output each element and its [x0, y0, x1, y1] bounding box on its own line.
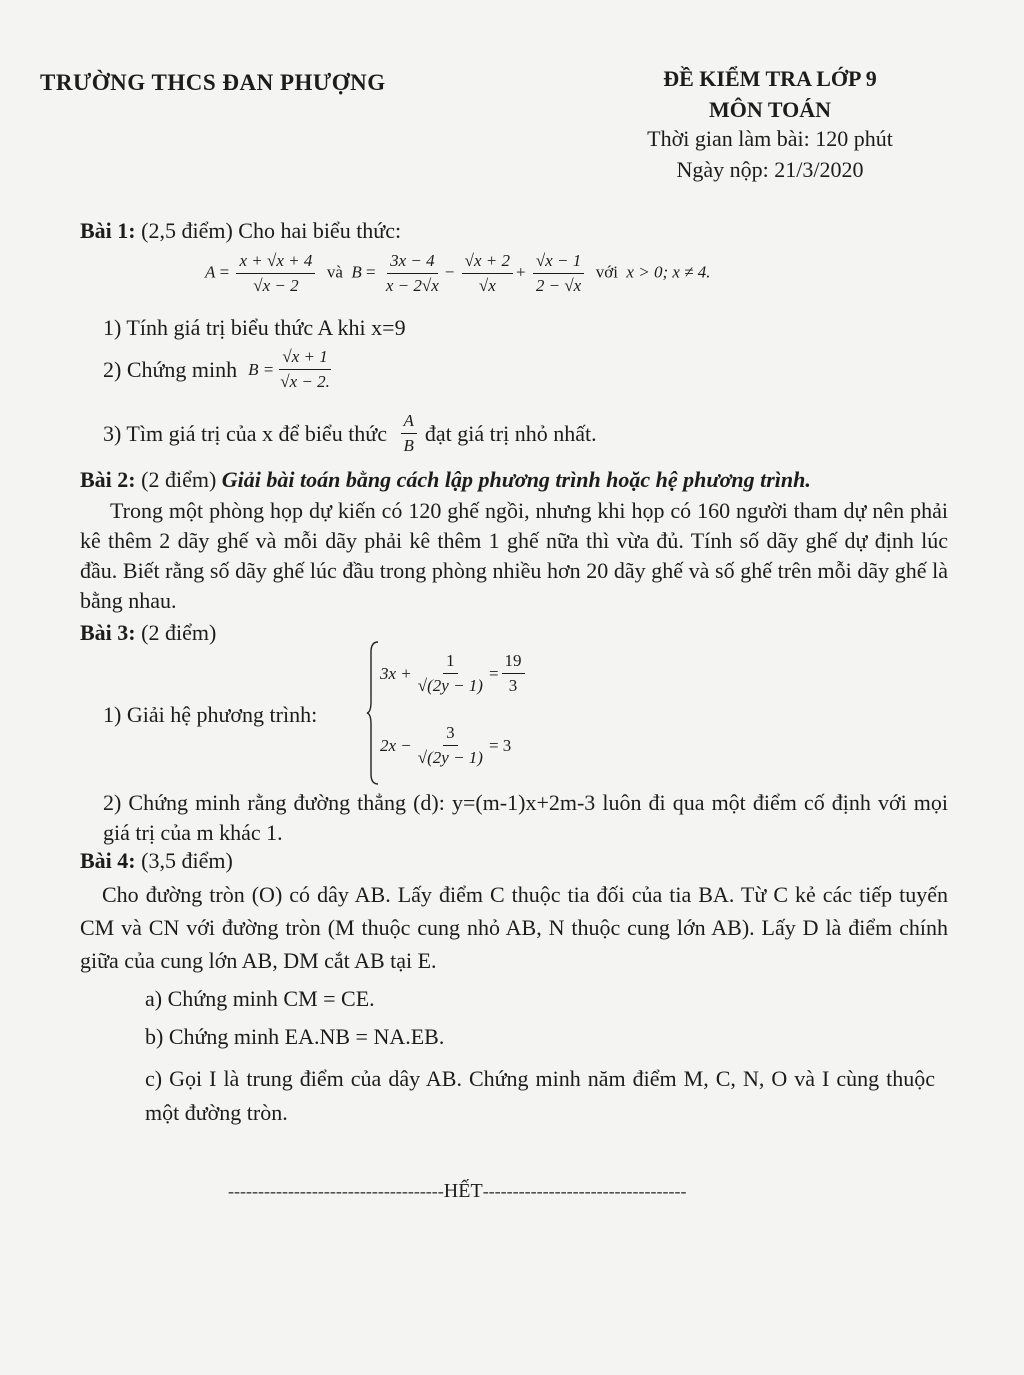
- bai4-label: Bài 4:: [80, 848, 136, 873]
- eq1-pre: 3x +: [380, 663, 412, 683]
- eq1-rhs-denominator: 3: [508, 676, 518, 695]
- term2-denominator: √x: [478, 276, 496, 295]
- school-name: TRƯỜNG THCS ĐAN PHƯỢNG: [40, 70, 386, 95]
- bai4-points: (3,5 điểm): [135, 848, 233, 873]
- formula-b-term3: [533, 250, 584, 297]
- formula-a-name: A: [205, 262, 216, 282]
- eq1-denominator: √(2y − 1): [417, 676, 483, 695]
- bai1-q2-numerator: √x + 1: [279, 346, 330, 370]
- bai1-formula: A = $\frac{x + √x + 4}{√x - 2}$ và B = $\frac{3x - 4}{x - 2√x}$ − $\frac{√x + 2}{√x}$ + $\frac{√x - 1}{2 - √x}$ với x > 0; x ≠ 4.: [205, 251, 711, 295]
- bai1-q2: [103, 346, 336, 393]
- term3-denominator: 2 − √x: [535, 276, 582, 295]
- eq1-numerator: 1: [443, 650, 458, 674]
- bai2-label: Bài 2:: [80, 467, 136, 492]
- eq2-fraction: [415, 722, 486, 769]
- submission-date: Ngày nộp: 21/3/2020: [676, 157, 864, 182]
- bai2-heading: [80, 465, 811, 495]
- end-marker: [228, 1176, 687, 1206]
- bai2-title: Giải bài toán bằng cách lập phương trình hoặc hệ phương trình.: [221, 467, 811, 492]
- bai2-body: Trong một phòng họp dự kiến có 120 ghế ngồi, nhưng khi họp có 160 người tham dự nên phải kê thêm 2 dãy ghế và mỗi dãy phải kê thêm 1 ghế nữa thì vừa đủ. Tính số dãy ghế dự định lúc đầu. Biết rằng số dãy ghế lúc đầu trong phòng nhiều hơn 20 dãy ghế và số ghế trên mỗi dãy ghế là bằng nhau.: [80, 498, 948, 613]
- bai1-q3-post: đạt giá trị nhỏ nhất.: [424, 420, 597, 446]
- bai1-heading: [80, 216, 401, 246]
- formula-b-name: B: [351, 262, 362, 282]
- bai1-intro: (2,5 điểm) Cho hai biểu thức:: [135, 218, 402, 243]
- bai1-q3-numerator: A: [401, 410, 417, 434]
- bai4-a: a) Chứng minh CM = CE.: [145, 986, 375, 1011]
- end-right-dashes: ----------------------------------: [482, 1181, 687, 1201]
- eq1-rhs-fraction: [502, 650, 525, 697]
- eq2-numerator: 3: [443, 722, 458, 746]
- bai4-heading: [80, 846, 233, 876]
- term1-numerator: 3x − 4: [387, 250, 438, 274]
- bai3-points: (2 điểm): [135, 620, 217, 645]
- system-eq2: [380, 722, 511, 769]
- exam-duration: Thời gian làm bài: 120 phút: [647, 126, 893, 151]
- bai1-label: Bài 1:: [80, 218, 136, 243]
- bai1-q3-fraction: [401, 410, 417, 457]
- bai4-body: Cho đường tròn (O) có dây AB. Lấy điểm C thuộc tia đối của tia BA. Từ C kẻ các tiếp tuyến CM và CN với đường tròn (M thuộc cung nhỏ AB, N thuộc cung lớn AB). Lấy D là điểm chính giữa của cung lớn AB, DM cắt AB tại E.: [80, 882, 948, 973]
- bai1-q1: 1) Tính giá trị biểu thức A khi x=9: [103, 315, 406, 340]
- term1-denominator: x − 2√x: [385, 276, 439, 295]
- bai1-q2-fraction: [277, 346, 333, 393]
- bai3-heading: [80, 618, 216, 648]
- eq1-equals: =: [488, 663, 499, 683]
- formula-a-numerator: x + √x + 4: [236, 250, 315, 274]
- end-left-dashes: ------------------------------------: [228, 1181, 444, 1201]
- formula-condition: x > 0; x ≠ 4.: [626, 262, 711, 282]
- bai3-q2: 2) Chứng minh rằng đường thẳng (d): y=(m-1)x+2m-3 luôn đi qua một điểm cố định với mọi giá trị của m khác 1.: [103, 790, 948, 845]
- brace-icon: [366, 638, 380, 788]
- formula-cond-word: với: [595, 262, 618, 282]
- system-eq1: [380, 650, 528, 697]
- formula-a-fraction: [236, 250, 315, 297]
- formula-b-term1: [383, 250, 442, 297]
- bai1-q2-text: 2) Chứng minh: [103, 356, 238, 382]
- eq1-rhs-numerator: 19: [502, 650, 525, 674]
- bai4-b: b) Chứng minh EA.NB = NA.EB.: [145, 1024, 445, 1049]
- exam-title: ĐỀ KIỂM TRA LỚP 9: [663, 66, 877, 91]
- bai1-q2-lhs: B =: [248, 359, 275, 379]
- term3-numerator: √x − 1: [533, 250, 584, 274]
- formula-and: và: [326, 262, 343, 282]
- bai4-c: c) Gọi I là trung điểm của dây AB. Chứng minh năm điểm M, C, N, O và I cùng thuộc một đường tròn.: [145, 1066, 935, 1125]
- eq1-fraction: [415, 650, 486, 697]
- bai1-q3-pre: 3) Tìm giá trị của x để biểu thức: [103, 420, 387, 446]
- formula-b-term2: [462, 250, 513, 297]
- eq2-post: = 3: [488, 735, 512, 755]
- bai3-q1: 1) Giải hệ phương trình:: [103, 702, 318, 727]
- eq2-pre: 2x −: [380, 735, 412, 755]
- bai1-q3: [103, 410, 597, 457]
- bai2-points: (2 điểm): [135, 467, 222, 492]
- eq2-denominator: √(2y − 1): [417, 748, 483, 767]
- bai3-label: Bài 3:: [80, 620, 136, 645]
- system-brace: [366, 638, 380, 788]
- end-text: HẾT: [443, 1180, 483, 1202]
- bai1-q3-denominator: B: [403, 436, 414, 455]
- bai1-q2-denominator: √x − 2.: [280, 372, 330, 391]
- exam-subject: MÔN TOÁN: [708, 97, 832, 122]
- formula-a-denominator: √x − 2: [253, 276, 299, 295]
- term2-numerator: √x + 2: [462, 250, 513, 274]
